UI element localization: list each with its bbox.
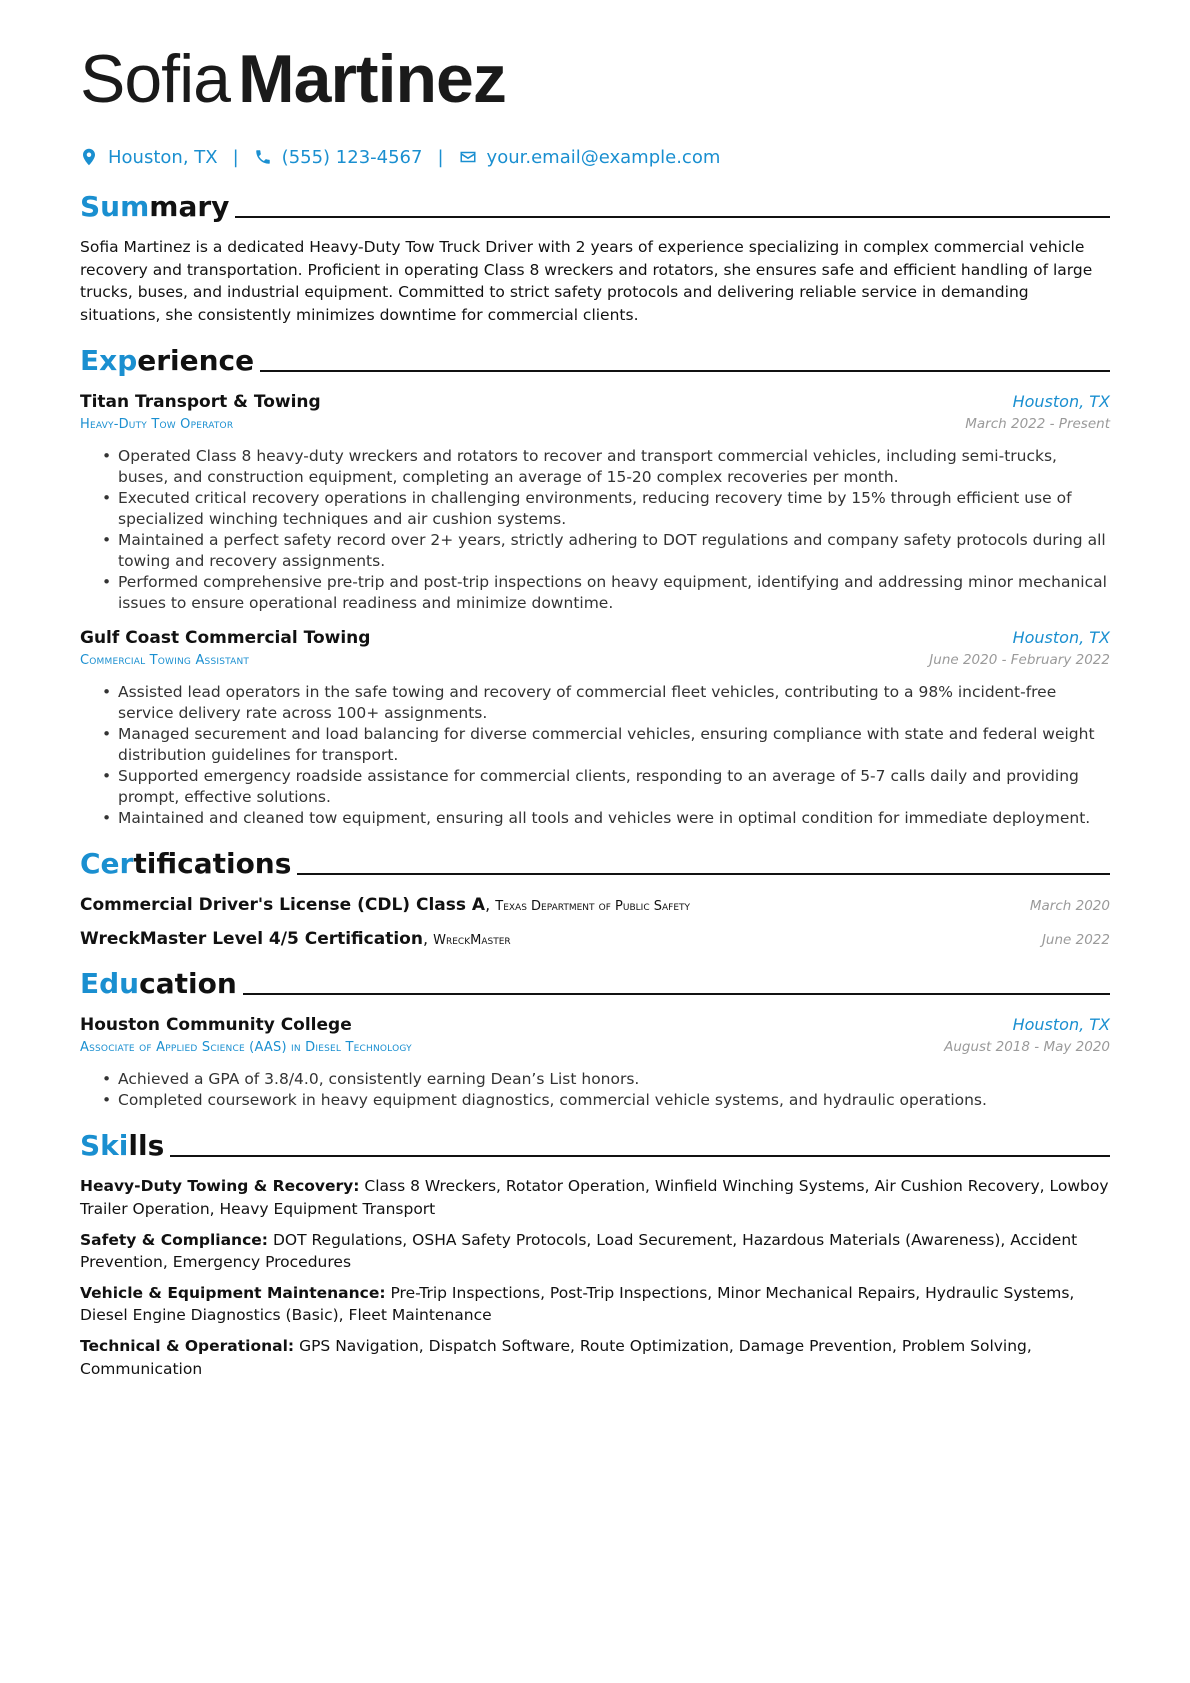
envelope-icon xyxy=(459,148,477,166)
bullet-item: • Completed coursework in heavy equipment diagnostics, commercial vehicle systems, and hydraulic operations. xyxy=(102,1090,1110,1111)
contact-bar xyxy=(80,142,1110,172)
certification-date: March 2020 xyxy=(1029,898,1110,915)
experience-entry xyxy=(80,628,1110,829)
skills-list xyxy=(80,1175,1110,1380)
bullet-item: • Managed securement and load balancing for diverse commercial vehicles, ensuring compliance with state and federal weight distribution guidelines for transport. xyxy=(102,724,1110,766)
certification-issuer: WreckMaster xyxy=(433,933,511,949)
bullet-item: • Achieved a GPA of 3.8/4.0, consistently earning Dean’s List honors. xyxy=(102,1069,1110,1090)
job-title: Heavy-Duty Tow Operator xyxy=(80,417,234,433)
skill-category: Safety & Compliance: xyxy=(80,1230,268,1249)
section-heading: Certifications xyxy=(80,847,292,881)
skill-category: Heavy-Duty Towing & Recovery: xyxy=(80,1177,360,1196)
skill-items: GPS Navigation, Dispatch Software, Route Optimization, Damage Prevention, Problem Solving, Communication xyxy=(80,1336,1032,1378)
skill-group xyxy=(80,1175,1110,1220)
skill-items: Class 8 Wreckers, Rotator Operation, Winfield Winching Systems, Air Cushion Recovery, Lowboy Trailer Operation, Heavy Equipment Transport xyxy=(80,1177,1109,1218)
section-divider xyxy=(235,216,1110,218)
section-experience-title xyxy=(80,340,1110,378)
employer-name: Gulf Coast Commercial Towing xyxy=(80,628,371,649)
certification-entry: Commercial Driver's License (CDL) Class A, Texas Department of Public Safety March 2020 xyxy=(80,895,1110,916)
section-divider xyxy=(170,1155,1110,1157)
experience-entry xyxy=(80,392,1110,614)
job-title: Commercial Towing Assistant xyxy=(80,653,250,669)
section-heading: Summary xyxy=(80,190,230,223)
bullet-item: • Maintained and cleaned tow equipment, ensuring all tools and vehicles were in optimal condition for immediate deployment. xyxy=(102,808,1110,829)
skill-items: DOT Regulations, OSHA Safety Protocols, Load Securement, Hazardous Materials (Awareness), Accident Prevention, Emergency Procedures xyxy=(80,1230,1078,1272)
section-divider xyxy=(260,370,1110,372)
job-bullets xyxy=(80,446,1110,614)
certification-date: June 2022 xyxy=(1041,932,1110,949)
phone-icon xyxy=(254,148,272,166)
section-heading: Education xyxy=(80,967,237,1001)
phone-text: (555) 123-4567 xyxy=(281,146,423,168)
skill-category: Vehicle & Equipment Maintenance: xyxy=(80,1283,386,1302)
skill-group xyxy=(80,1282,1110,1327)
section-divider xyxy=(243,993,1110,995)
skill-group xyxy=(80,1229,1110,1274)
section-heading: Experience xyxy=(80,344,255,378)
contact-separator: | xyxy=(437,146,444,168)
contact-phone[interactable] xyxy=(254,147,423,168)
bullet-item: • Maintained a perfect safety record over 2+ years, strictly adhering to DOT regulations and company safety protocols during all towing and recovery assignments. xyxy=(102,530,1110,572)
bullet-item: • Supported emergency roadside assistance for commercial clients, responding to an average of 5-7 calls daily and providing prompt, effective solutions. xyxy=(102,766,1110,808)
skill-items: Pre-Trip Inspections, Post-Trip Inspections, Minor Mechanical Repairs, Hydraulic Systems, Diesel Engine Diagnostics (Basic), Fleet Maintenance xyxy=(80,1283,1075,1325)
section-skills-title xyxy=(80,1125,1110,1163)
section-heading: Skills xyxy=(80,1129,165,1163)
job-bullets xyxy=(80,682,1110,829)
section-education-title xyxy=(80,963,1110,1001)
certification-issuer: Texas Department of Public Safety xyxy=(495,899,691,915)
certification-entry: WreckMaster Level 4/5 Certification, WreckMaster June 2022 xyxy=(80,929,1110,950)
employer-name: Titan Transport & Towing xyxy=(80,392,321,413)
skill-group xyxy=(80,1335,1110,1380)
section-certifications-title xyxy=(80,843,1110,881)
school-location: Houston, TX xyxy=(1012,1015,1110,1035)
contact-separator: | xyxy=(232,146,239,168)
job-dates: March 2022 - Present xyxy=(965,416,1110,433)
degree-title: Associate of Applied Science (AAS) in Diesel Technology xyxy=(80,1040,412,1056)
bullet-item: • Performed comprehensive pre-trip and post-trip inspections on heavy equipment, identifying and addressing minor mechanical issues to ensure operational readiness and minimize downtime. xyxy=(102,572,1110,614)
summary-text: Sofia Martinez is a dedicated Heavy-Duty Tow Truck Driver with 2 years of experience specializing in complex commercial vehicle recovery and transportation. Proficient in operating Class 8 wreckers and rotators, she ensures safe and efficient handling of large trucks, buses, and industrial equipment. Committed to strict safety protocols and delivering reliable service in demanding situations, she consistently minimizes downtime for commercial clients. xyxy=(80,238,1093,324)
map-pin-icon xyxy=(80,148,98,166)
last-name: Martinez xyxy=(238,41,506,117)
skill-category: Technical & Operational: xyxy=(80,1336,295,1355)
certification-name: Commercial Driver's License (CDL) Class A xyxy=(80,895,486,916)
bullet-item: • Operated Class 8 heavy-duty wreckers and rotators to recover and transport commercial vehicles, including semi-trucks, buses, and construction equipment, completing an average of 15-20 complex recoveries per month. xyxy=(102,446,1110,488)
education-dates: August 2018 - May 2020 xyxy=(944,1039,1110,1056)
bullet-item: • Executed critical recovery operations in challenging environments, reducing recovery time by 15% through efficient use of specialized winching techniques and air cushion systems. xyxy=(102,488,1110,530)
education-entry xyxy=(80,1015,1110,1111)
contact-email[interactable] xyxy=(459,147,721,168)
email-text: your.email@example.com xyxy=(486,146,721,168)
bullet-item: • Assisted lead operators in the safe towing and recovery of commercial fleet vehicles, contributing to a 98% incident-free service delivery rate across 100+ assignments. xyxy=(102,682,1110,724)
job-dates: June 2020 - February 2022 xyxy=(929,652,1110,669)
first-name: Sofia xyxy=(80,41,230,117)
location-text: Houston, TX xyxy=(108,146,218,168)
job-location: Houston, TX xyxy=(1012,628,1110,648)
school-name: Houston Community College xyxy=(80,1015,352,1036)
job-location: Houston, TX xyxy=(1012,392,1110,412)
section-divider xyxy=(297,873,1110,875)
section-summary-title xyxy=(80,186,1110,224)
education-bullets xyxy=(80,1069,1110,1111)
certification-name: WreckMaster Level 4/5 Certification xyxy=(80,929,423,950)
candidate-name xyxy=(80,36,1110,122)
contact-location xyxy=(80,147,218,168)
